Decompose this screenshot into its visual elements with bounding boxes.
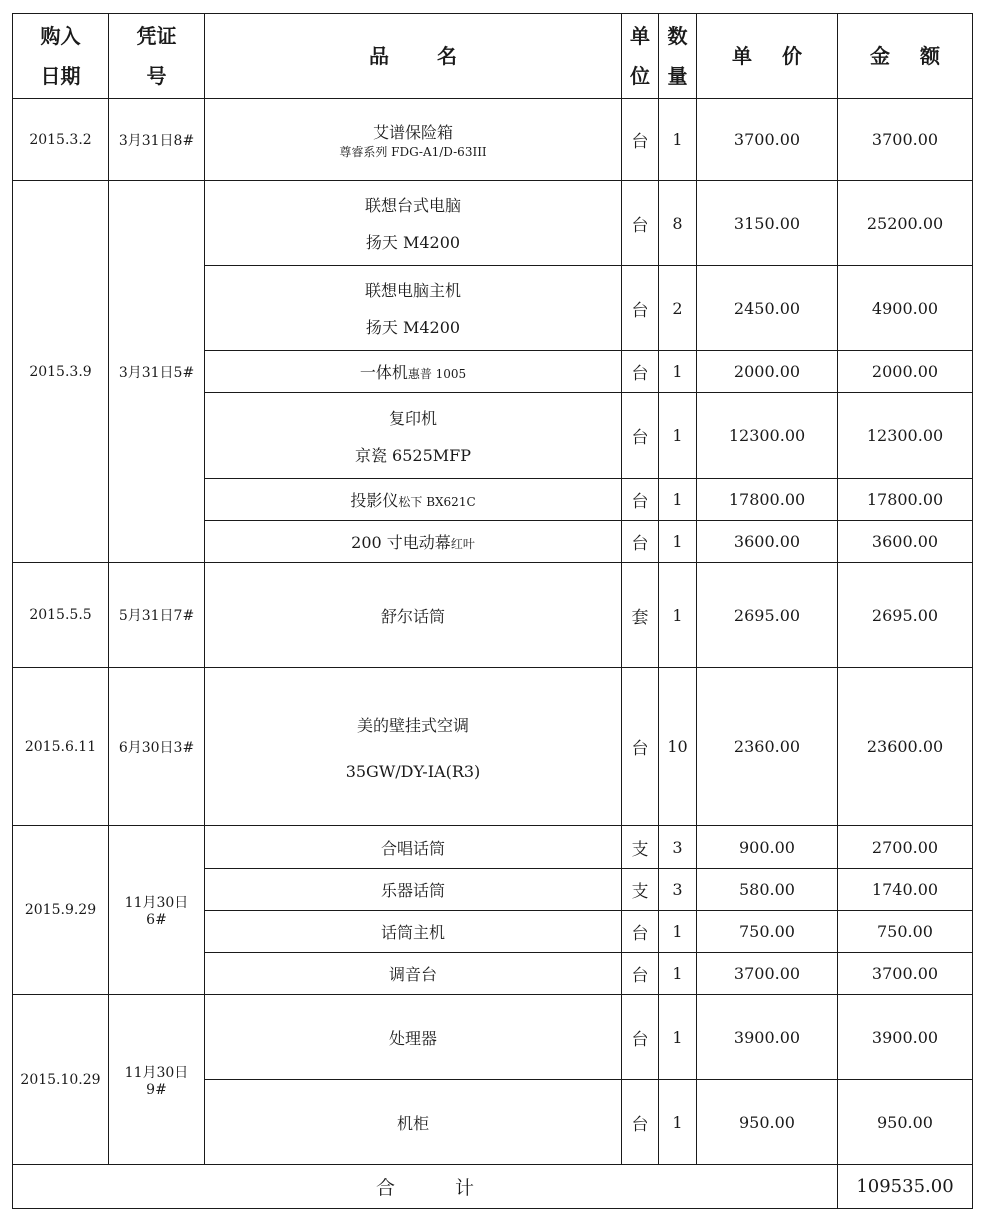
item-unit: 台 (622, 479, 659, 521)
purchase-date: 2015.10.29 (13, 995, 109, 1165)
item-unit-price: 2000.00 (697, 351, 838, 393)
item-amount: 2000.00 (838, 351, 973, 393)
item-name: 机柜 (205, 1080, 622, 1165)
item-quantity: 3 (659, 869, 697, 911)
item-name: 话筒主机 (205, 911, 622, 953)
purchase-date: 2015.3.2 (13, 99, 109, 181)
item-name: 复印机 京瓷 6525MFP (205, 393, 622, 479)
item-unit: 台 (622, 266, 659, 351)
item-unit: 支 (622, 826, 659, 869)
voucher-no: 6月30日3# (109, 668, 205, 826)
purchase-date: 2015.3.9 (13, 181, 109, 563)
item-amount: 4900.00 (838, 266, 973, 351)
asset-ledger-table (12, 13, 973, 1209)
item-name: 调音台 (205, 953, 622, 995)
item-unit-price: 2450.00 (697, 266, 838, 351)
item-unit: 台 (622, 1080, 659, 1165)
item-quantity: 1 (659, 1080, 697, 1165)
item-quantity: 1 (659, 911, 697, 953)
item-unit: 台 (622, 351, 659, 393)
item-amount: 1740.00 (838, 869, 973, 911)
voucher-no: 11月30日 9# (109, 995, 205, 1165)
voucher-no: 11月30日 6# (109, 826, 205, 995)
item-unit-price: 3700.00 (697, 953, 838, 995)
item-unit-price: 2695.00 (697, 563, 838, 668)
total-amount: 109535.00 (838, 1165, 973, 1209)
item-unit: 台 (622, 521, 659, 563)
voucher-no: 3月31日8# (109, 99, 205, 181)
item-unit: 支 (622, 869, 659, 911)
item-amount: 950.00 (838, 1080, 973, 1165)
item-unit: 台 (622, 393, 659, 479)
item-name: 联想台式电脑 扬天 M4200 (205, 181, 622, 266)
total-label: 合计 (13, 1165, 838, 1209)
table-row (13, 668, 973, 826)
item-amount: 25200.00 (838, 181, 973, 266)
voucher-no: 3月31日5# (109, 181, 205, 563)
purchase-date: 2015.5.5 (13, 563, 109, 668)
purchase-date: 2015.9.29 (13, 826, 109, 995)
item-quantity: 1 (659, 479, 697, 521)
item-unit: 台 (622, 953, 659, 995)
table-row (13, 826, 973, 869)
header-quantity: 数 量 (659, 14, 697, 99)
item-unit-price: 3900.00 (697, 995, 838, 1080)
item-unit: 台 (622, 181, 659, 266)
table-row (13, 563, 973, 668)
item-name: 艾谱保险箱 尊睿系列 FDG-A1/D-63III (205, 99, 622, 181)
item-unit-price: 12300.00 (697, 393, 838, 479)
item-unit-price: 580.00 (697, 869, 838, 911)
item-name: 联想电脑主机 扬天 M4200 (205, 266, 622, 351)
item-unit: 套 (622, 563, 659, 668)
item-unit-price: 2360.00 (697, 668, 838, 826)
item-amount: 17800.00 (838, 479, 973, 521)
item-unit-price: 950.00 (697, 1080, 838, 1165)
item-unit-price: 3600.00 (697, 521, 838, 563)
item-name: 乐器话筒 (205, 869, 622, 911)
item-amount: 3600.00 (838, 521, 973, 563)
item-amount: 2700.00 (838, 826, 973, 869)
item-amount: 23600.00 (838, 668, 973, 826)
item-name: 一体机惠普 1005 (205, 351, 622, 393)
purchase-date: 2015.6.11 (13, 668, 109, 826)
item-quantity: 3 (659, 826, 697, 869)
item-amount: 750.00 (838, 911, 973, 953)
item-unit-price: 750.00 (697, 911, 838, 953)
header-row (13, 14, 973, 99)
item-amount: 12300.00 (838, 393, 973, 479)
item-amount: 2695.00 (838, 563, 973, 668)
item-quantity: 2 (659, 266, 697, 351)
header-voucher-no: 凭证 号 (109, 14, 205, 99)
header-unit: 单 位 (622, 14, 659, 99)
table-row (13, 181, 973, 266)
voucher-no: 5月31日7# (109, 563, 205, 668)
table-row (13, 99, 973, 181)
item-unit-price: 900.00 (697, 826, 838, 869)
total-row (13, 1165, 973, 1209)
item-quantity: 1 (659, 995, 697, 1080)
item-amount: 3900.00 (838, 995, 973, 1080)
item-name: 投影仪松下 BX621C (205, 479, 622, 521)
item-quantity: 8 (659, 181, 697, 266)
item-unit-price: 3150.00 (697, 181, 838, 266)
item-name: 200 寸电动幕红叶 (205, 521, 622, 563)
header-amount: 金额 (838, 14, 973, 99)
item-unit: 台 (622, 995, 659, 1080)
item-name: 处理器 (205, 995, 622, 1080)
item-unit: 台 (622, 99, 659, 181)
table-row (13, 995, 973, 1080)
item-quantity: 1 (659, 521, 697, 563)
header-item-name: 品名 (205, 14, 622, 99)
item-quantity: 10 (659, 668, 697, 826)
item-quantity: 1 (659, 99, 697, 181)
item-quantity: 1 (659, 351, 697, 393)
item-unit: 台 (622, 668, 659, 826)
header-purchase-date: 购入 日期 (13, 14, 109, 99)
item-name: 美的壁挂式空调 35GW/DY-IA(R3) (205, 668, 622, 826)
item-name: 舒尔话筒 (205, 563, 622, 668)
item-quantity: 1 (659, 393, 697, 479)
item-quantity: 1 (659, 563, 697, 668)
item-name: 合唱话筒 (205, 826, 622, 869)
item-quantity: 1 (659, 953, 697, 995)
item-unit-price: 3700.00 (697, 99, 838, 181)
item-amount: 3700.00 (838, 953, 973, 995)
header-unit-price: 单价 (697, 14, 838, 99)
item-amount: 3700.00 (838, 99, 973, 181)
item-unit-price: 17800.00 (697, 479, 838, 521)
item-unit: 台 (622, 911, 659, 953)
